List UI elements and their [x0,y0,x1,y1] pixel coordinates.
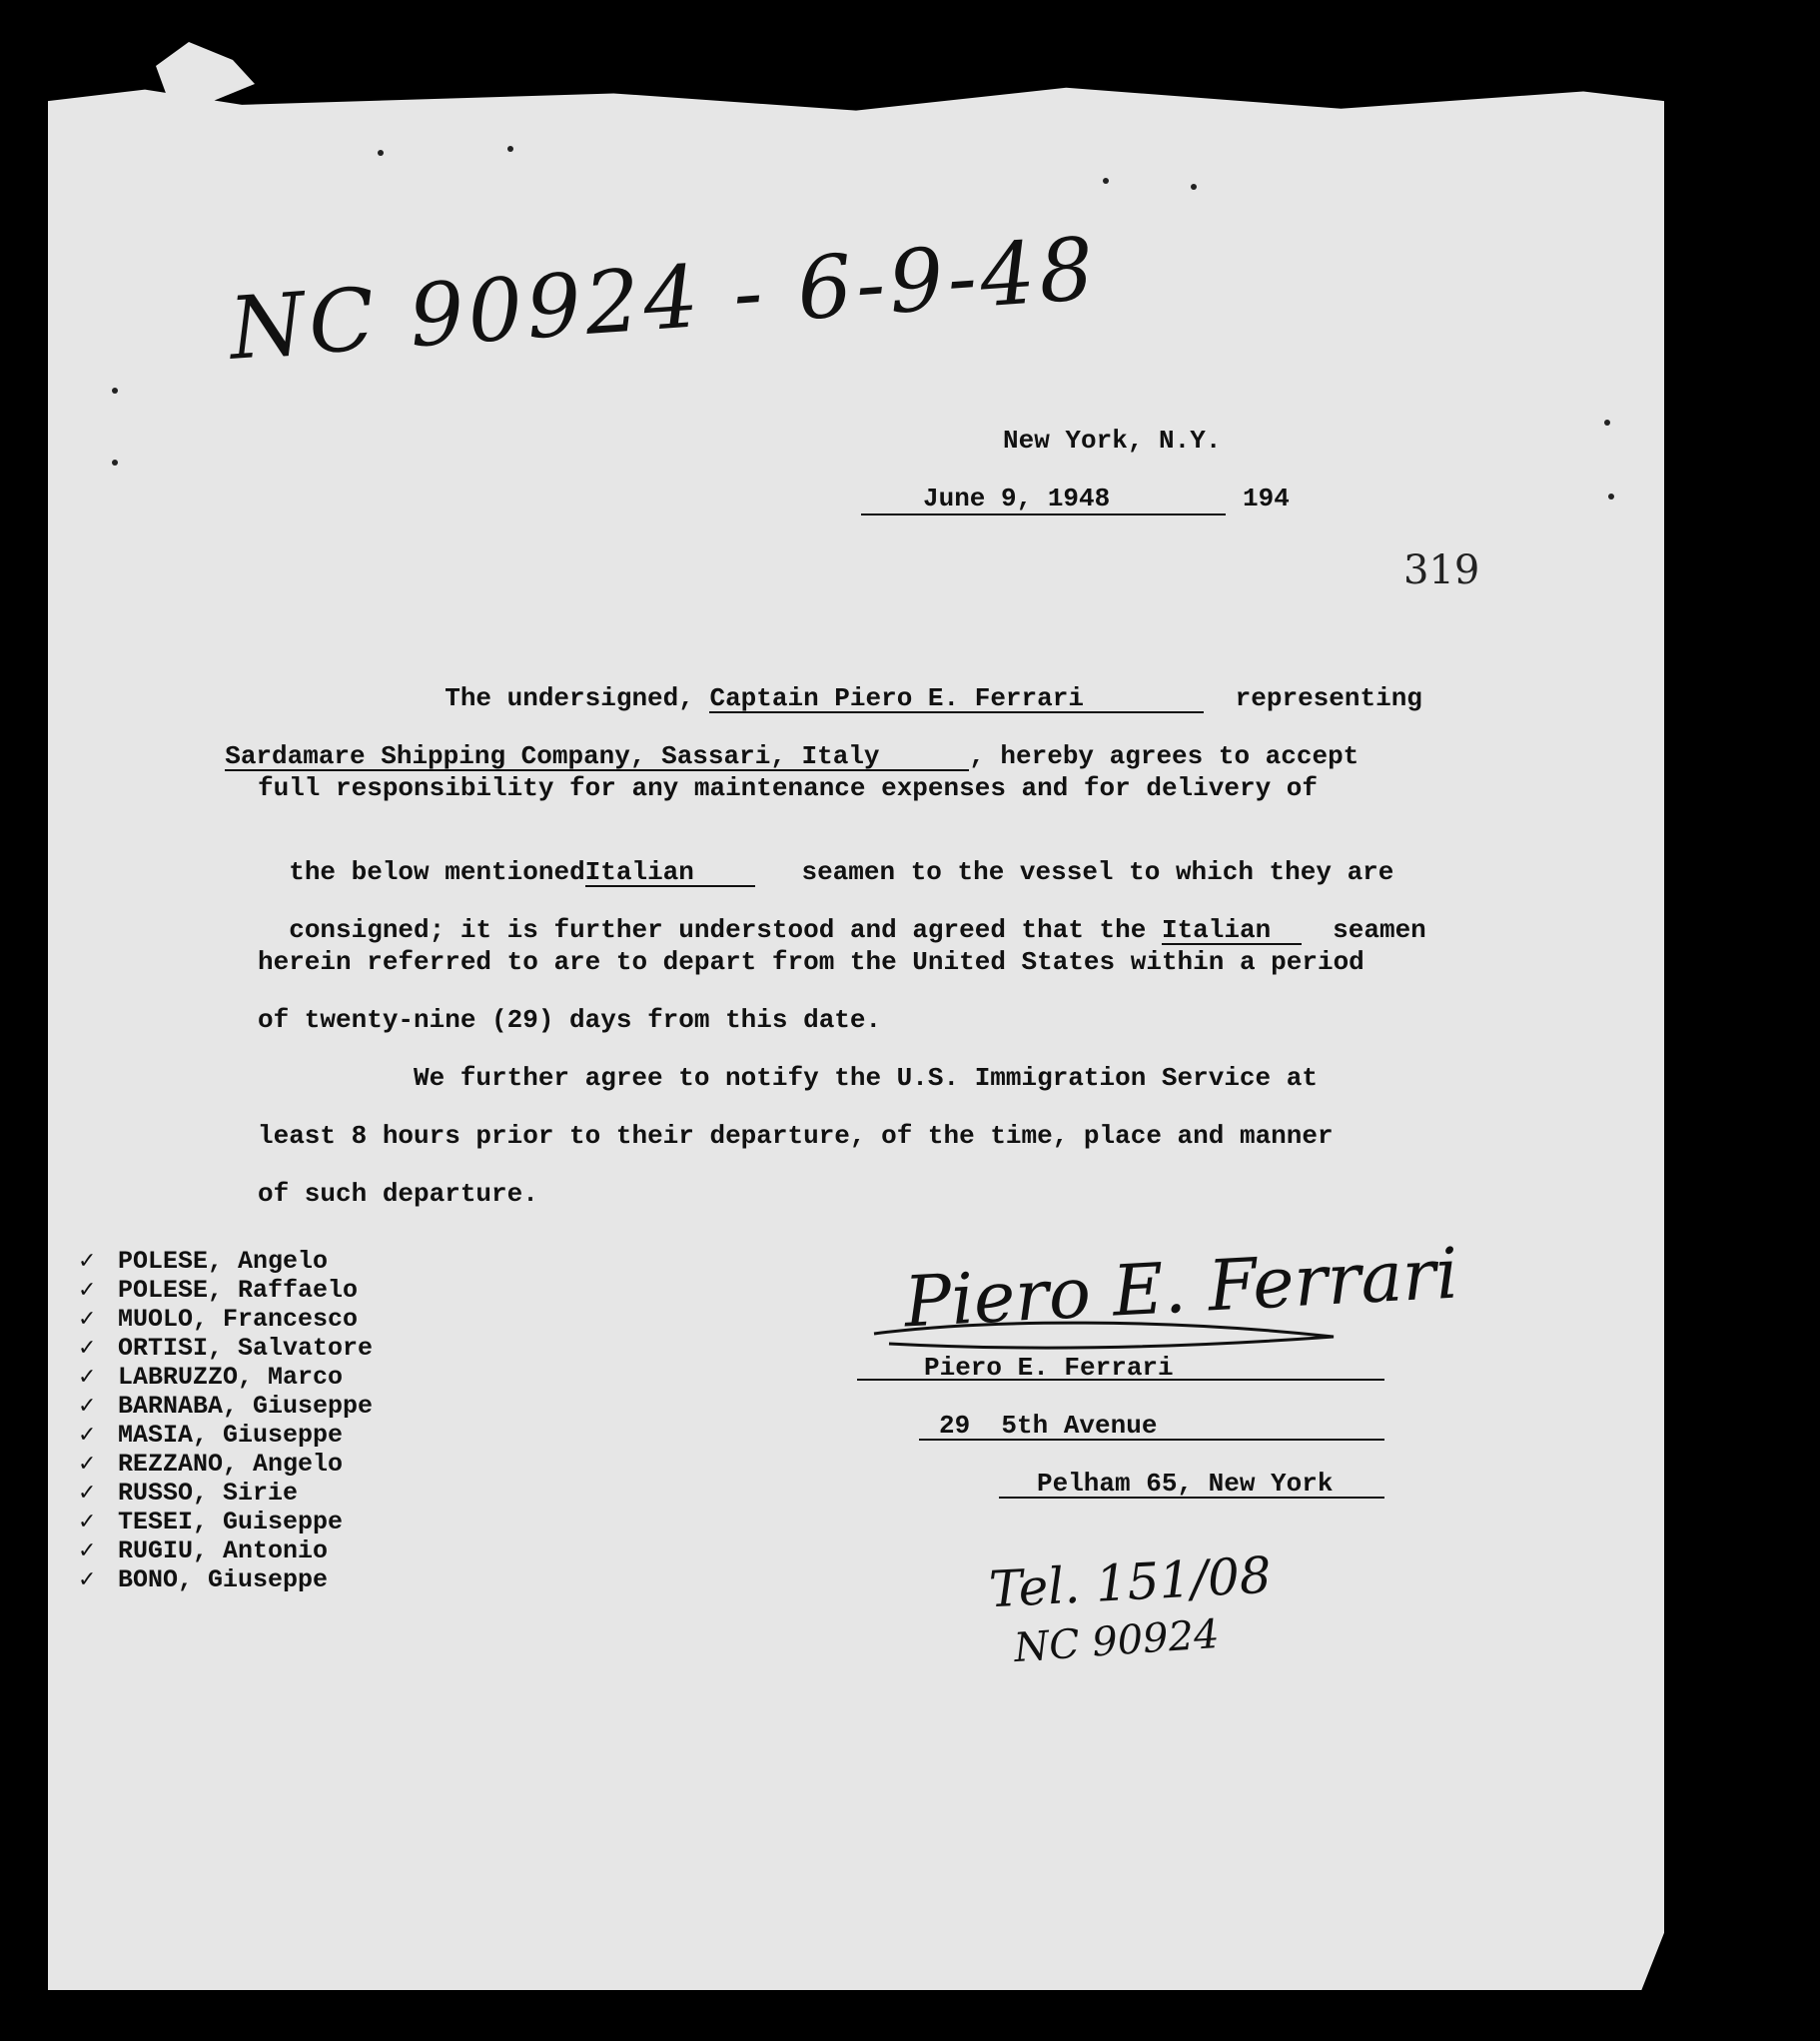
line-suffix: seamen [1301,915,1426,945]
speck [378,150,384,156]
list-item [78,1479,373,1508]
seaman-name: TESEI, Guiseppe [118,1508,344,1536]
paragraph-2-line-2: least 8 hours prior to their departure, of the time, place and manner [258,1121,1334,1151]
list-item [78,1450,373,1479]
signature-flourish [869,1289,1339,1359]
company-name-field: Sardamare Shipping Company, Sassari, Italy [225,743,969,771]
checkmark-icon: ✓ [78,1510,97,1534]
list-item [78,1305,373,1334]
speck [1608,494,1614,500]
handwritten-file-reference: NC 90924 - 6-9-48 [226,219,1102,380]
line-suffix: seamen to the vessel to which they are [754,857,1394,887]
list-item [78,1392,373,1421]
speck [112,388,118,394]
speck [1604,420,1610,426]
paragraph-1-line-1 [414,659,1422,713]
address-line-2: Pelham 65, New York [1037,1469,1334,1499]
handwritten-signature: Piero E. Ferrari [902,1232,1460,1344]
checkmark-icon: ✓ [78,1481,97,1506]
checkmark-icon: ✓ [78,1307,97,1332]
seaman-name: RUSSO, Sirie [118,1479,299,1508]
seaman-name: POLESE, Angelo [118,1247,329,1276]
signer-printed-name: Piero E. Ferrari [924,1353,1174,1383]
checkmark-icon: ✓ [78,1567,97,1592]
list-item [78,1247,373,1276]
paragraph-1-line-2 [194,717,1359,771]
paragraph-2-line-1: We further agree to notify the U.S. Immigration Service at [414,1063,1318,1093]
checkmark-icon: ✓ [78,1278,97,1303]
address-line-1: 29 5th Avenue [939,1411,1158,1441]
location-line: New York, N.Y. [1003,426,1222,456]
paragraph-1-line-6: herein referred to are to depart from the United States within a period [258,947,1365,977]
paragraph-1-line-3: full responsibility for any maintenance expenses and for delivery of [258,773,1318,803]
checkmark-icon: ✓ [78,1249,97,1274]
handwritten-file-ref-line-1: Tel. 151/08 [987,1545,1274,1619]
seamen-list [78,1247,373,1594]
line-suffix: , hereby agrees to accept [969,741,1360,771]
nationality-field-1: Italian [585,859,755,887]
paragraph-1-line-5 [258,891,1426,945]
list-item [78,1536,373,1565]
checkmark-icon: ✓ [78,1423,97,1448]
seaman-name: MASIA, Giuseppe [118,1421,344,1450]
speck [1191,184,1197,190]
list-item [78,1508,373,1536]
handwritten-file-ref-line-2: NC 90924 [1012,1610,1221,1672]
list-item [78,1363,373,1392]
seaman-name: REZZANO, Angelo [118,1450,344,1479]
paragraph-1-line-4 [258,833,1393,887]
list-item [78,1565,373,1594]
seaman-name: MUOLO, Francesco [118,1305,359,1334]
seaman-name: LABRUZZO, Marco [118,1363,344,1392]
checkmark-icon: ✓ [78,1336,97,1361]
checkmark-icon: ✓ [78,1394,97,1419]
line-suffix: representing [1204,683,1422,713]
list-item [78,1421,373,1450]
line-prefix: consigned; it is further understood and agreed that the [289,915,1162,945]
list-item [78,1334,373,1363]
nationality-field-2: Italian [1162,917,1302,945]
year-suffix: 194 [1243,484,1290,513]
checkmark-icon: ✓ [78,1538,97,1563]
line-prefix: The undersigned, [445,683,710,713]
document-number: 319 [1403,547,1480,593]
seaman-name: RUGIU, Antonio [118,1536,329,1565]
speck [1103,178,1109,184]
list-item [78,1276,373,1305]
date-value: June 9, 1948 [923,484,1111,513]
paragraph-1-line-7: of twenty-nine (29) days from this date. [258,1005,882,1035]
checkmark-icon: ✓ [78,1452,97,1477]
seaman-name: BARNABA, Giuseppe [118,1392,374,1421]
signer-name-field: Captain Piero E. Ferrari [709,685,1204,713]
speck [112,460,118,466]
paragraph-2-line-3: of such departure. [258,1179,538,1209]
seaman-name: ORTISI, Salvatore [118,1334,374,1363]
seaman-name: POLESE, Raffaelo [118,1276,359,1305]
speck [507,146,513,152]
seaman-name: BONO, Giuseppe [118,1565,329,1594]
checkmark-icon: ✓ [78,1365,97,1390]
line-prefix: the below mentioned [289,857,585,887]
